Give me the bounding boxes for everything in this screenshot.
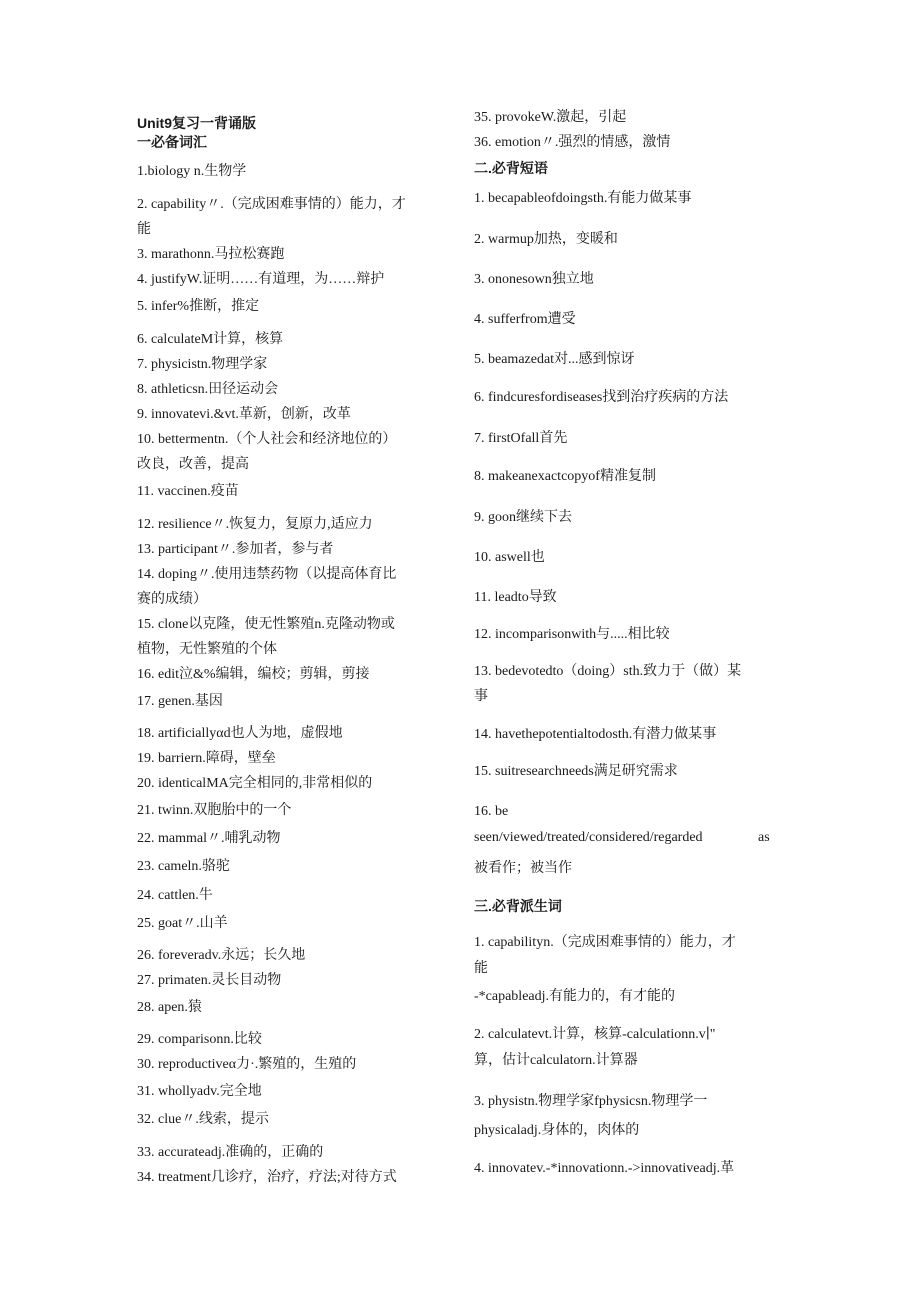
derived-line: 1. capabilityn.（完成困难事情的）能力，才 [474,935,736,950]
vocab-line: 2. capability〃.（完成困难事情的）能力，才 [137,197,406,212]
vocab-line: 10. bettermentn.（个人社会和经济地位的） [137,432,397,447]
vocab-line: 31. whollyadv.完全地 [137,1084,262,1099]
phrase-line: 2. warmup加热，变暖和 [474,232,618,247]
vocab-line: 28. apen.猿 [137,1000,202,1015]
vocab-line: 27. primaten.灵长目动物 [137,973,282,988]
vocab-line: 8. athleticsn.田径运动会 [137,382,279,397]
section-title-vocabulary: 一必备词汇 [137,134,207,150]
vocab-line: 赛的成绩） [137,592,207,607]
phrase-line: 7. firstOfall首先 [474,431,568,446]
vocab-line: 30. reproductiveα力·.繁殖的，生殖的 [137,1057,357,1072]
vocab-line: 改良，改善，提高 [137,457,249,472]
phrase-line: 15. suitresearchneeds满足研究需求 [474,764,678,779]
phrase-line: 13. bedevotedto（doing）sth.致力于（做）某 [474,664,742,679]
vocab-line: 33. accurateadj.准确的，正确的 [137,1145,324,1160]
vocab-line: 5. infer%推断，推定 [137,299,260,314]
vocab-line: 35. provokeW.激起，引起 [474,110,627,125]
vocab-line: 29. comparisonn.比较 [137,1032,262,1047]
section-title-phrases: 二.必背短语 [474,160,548,176]
vocab-line: 1.biology n.生物学 [137,164,247,179]
phrase-line: as [758,830,770,845]
phrase-line: 4. sufferfrom遭受 [474,312,576,327]
vocab-line: 4. justifyW.证明……有道理，为……辩护 [137,272,385,287]
vocab-line: 32. clue〃.线索，提示 [137,1112,269,1127]
vocab-line: 19. barriern.障碍，壁垒 [137,751,276,766]
vocab-line: 18. artificiallyαd也人为地，虚假地 [137,726,343,741]
vocab-line: 9. innovatevi.&vt.革新，创新，改革 [137,407,351,422]
phrase-line: 8. makeanexactcopyof精准复制 [474,469,656,484]
derived-line: 能 [474,961,488,976]
vocab-line: 16. edit泣&%编辑，编校；剪辑，剪接 [137,667,370,682]
vocab-line: 6. calculateM计算，核算 [137,332,284,347]
phrase-line: 被看作；被当作 [474,861,572,876]
vocab-line: 25. goat〃.山羊 [137,916,228,931]
derived-line: physicaladj.身体的，肉体的 [474,1123,640,1138]
vocab-line: 21. twinn.双胞胎中的一个 [137,803,292,818]
phrase-line: 9. goon继续下去 [474,510,572,525]
vocab-line: 36. emotion〃.强烈的情感，激情 [474,135,671,150]
document-title: Unit9复习一背诵版 [137,115,256,131]
vocab-line: 能 [137,222,151,237]
vocab-line: 15. clone以克隆，使无性繁殖n.克隆动物或 [137,617,395,632]
vocab-line: 20. identicalMA完全相同的,非常相似的 [137,776,373,791]
phrase-line: 14. havethepotentialtodosth.有潜力做某事 [474,727,717,742]
phrase-line: 3. ononesown独立地 [474,272,594,287]
vocab-line: 34. treatment几诊疗，治疗，疗法;对待方式 [137,1170,397,1185]
vocab-line: 22. mammal〃.哺乳动物 [137,831,281,846]
phrase-line: 6. findcuresfordiseases找到治疗疾病的方法 [474,390,729,405]
phrase-line: 5. beamazedat对...感到惊讶 [474,352,635,367]
derived-line: 4. innovatev.-*innovationn.->innovativeadj.革 [474,1161,735,1176]
vocab-line: 7. physicistn.物理学家 [137,357,268,372]
derived-line: -*capableadj.有能力的，有才能的 [474,989,676,1004]
vocab-line: 14. doping〃.使用违禁药物（以提高体育比 [137,567,397,582]
vocab-line: 植物，无性繁殖的个体 [137,642,277,657]
vocab-line: 13. participant〃.参加者，参与者 [137,542,334,557]
vocab-line: 26. foreveradv.永远；长久地 [137,948,306,963]
vocab-line: 12. resilience〃.恢复力，复原力,适应力 [137,517,373,532]
vocab-line: 17. genen.基因 [137,694,223,709]
phrase-line: 12. incomparisonwith与.....相比较 [474,627,670,642]
vocab-line: 11. vaccinen.疫苗 [137,484,239,499]
phrase-line: 1. becapableofdoingsth.有能力做某事 [474,191,692,206]
phrase-line: 11. leadto导致 [474,590,557,605]
derived-line: 算，估计calculatorn.计算器 [474,1053,638,1068]
phrase-line: 10. aswell也 [474,550,545,565]
vocab-line: 3. marathonn.马拉松赛跑 [137,247,285,262]
vocab-line: 24. cattlen.牛 [137,888,213,903]
phrase-line: seen/viewed/treated/considered/regarded [474,830,703,845]
phrase-line: 16. be [474,804,509,819]
derived-line: 3. physistn.物理学家fphysicsn.物理学一 [474,1094,708,1109]
section-title-derived: 三.必背派生词 [474,898,562,914]
vocab-line: 23. cameln.骆驼 [137,859,230,874]
derived-line: 2. calculatevt.计算，核算-calculationn.v∣" [474,1027,716,1042]
phrase-line: 事 [474,689,488,704]
